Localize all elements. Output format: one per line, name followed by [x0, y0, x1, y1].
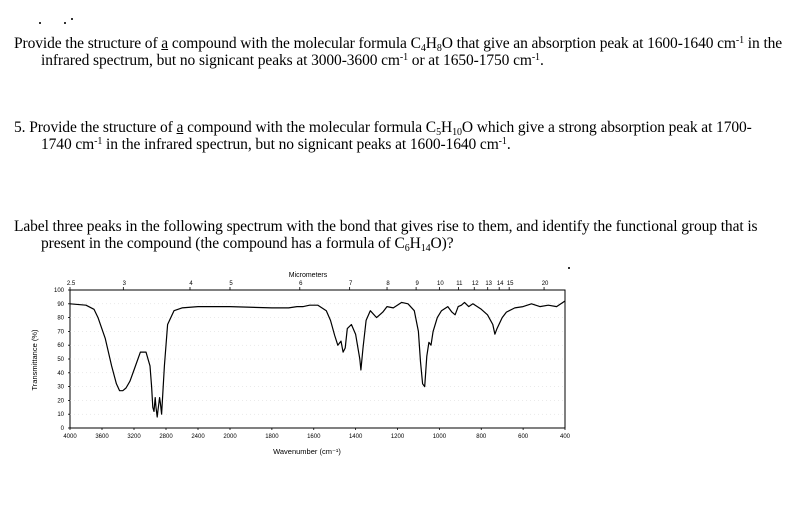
y-axis-title: Transmittance (%)	[30, 329, 39, 391]
top-tick-label: 11	[456, 281, 463, 287]
y-tick-label: 0	[60, 426, 64, 432]
x-tick-label: 2000	[223, 434, 237, 440]
top-tick-label: 5	[229, 281, 233, 287]
y-tick-label: 20	[57, 398, 64, 405]
top-axis-title: Micrometers	[288, 272, 328, 279]
x-axis-title: Wavenumber (cm⁻¹)	[273, 447, 341, 456]
question-spectrum-line-2: present in the compound (the compound has a formula of $C_6H_{14}O$)?	[41, 235, 454, 254]
top-tick-label: 10	[437, 281, 444, 287]
x-tick-label: 1400	[348, 434, 363, 440]
y-tick-label: 70	[57, 329, 64, 336]
top-tick-label: 14	[496, 281, 504, 287]
x-tick-label: 1600	[307, 434, 321, 440]
y-tick-label: 80	[57, 315, 64, 322]
y-tick-label: 40	[57, 370, 64, 377]
x-tick-label: 1200	[390, 434, 405, 440]
top-tick-label: 4	[189, 281, 193, 287]
top-tick-label: 15	[506, 281, 514, 287]
y-tick-label: 10	[57, 412, 64, 419]
question-1-line-2: infrared spectrum, but no signicant peaks at 3000-3600 $cm^{-1}$ or at 1650-1750 $cm^{-1}$.	[41, 52, 544, 69]
x-tick-label: 4000	[63, 434, 77, 440]
y-tick-label: 100	[53, 288, 64, 294]
x-tick-label: 2400	[191, 434, 205, 440]
x-tick-label: 600	[518, 434, 529, 440]
y-tick-label: 90	[57, 301, 64, 308]
x-tick-label: 800	[476, 434, 487, 440]
y-tick-label: 30	[57, 384, 64, 391]
top-tick-label: 3	[122, 281, 127, 287]
question-number: 5.	[14, 119, 26, 136]
y-tick-label: 50	[57, 357, 64, 363]
x-tick-label: 400	[559, 434, 571, 440]
question-spectrum-line-1: Label three peaks in the following spectrum with the bond that gives rise to them, and identify the functional group that is	[14, 218, 758, 235]
top-tick-label: 9	[415, 281, 419, 287]
question-5-line-1: 5. Provide the structure of a compound with the molecular formula $C_5H_{10}O$ which give a strong absorption peak at 1700-	[14, 119, 752, 138]
top-tick-label: 8	[386, 281, 390, 287]
question-1-line-1: Provide the structure of a compound with the molecular formula $C_4H_8O$ that give an absorption peak at 1600-1640 $cm^{-1}$ in the	[14, 35, 783, 54]
top-tick-label: 2.5	[66, 281, 76, 287]
top-tick-label: 13	[485, 281, 493, 287]
top-tick-label: 7	[348, 281, 353, 287]
x-tick-label: 1800	[265, 434, 279, 440]
top-tick-label: 6	[299, 281, 303, 287]
top-tick-label: 20	[541, 281, 549, 287]
question-5-line-2: 1740 $cm^{-1}$ in the infrared spectrun, but no signicant peaks at 1600-1640 $cm^{-1}$.	[41, 136, 511, 153]
x-tick-label: 3600	[95, 434, 109, 440]
top-tick-label: 12	[471, 281, 479, 287]
y-tick-label: 60	[57, 343, 64, 350]
x-tick-label: 2800	[159, 434, 173, 440]
x-tick-label: 1000	[432, 434, 447, 440]
x-tick-label: 3200	[127, 434, 141, 440]
